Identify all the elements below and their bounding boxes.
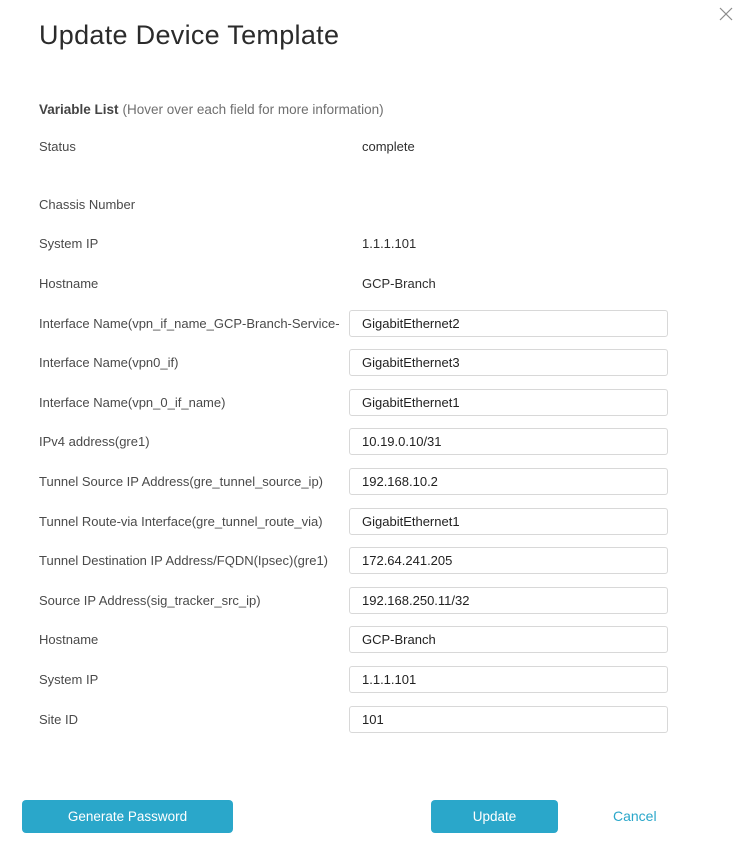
- field-row-tunnel-destination-ip: [39, 541, 668, 581]
- status-label: Status: [39, 139, 76, 155]
- system-ip-static-value: 1.1.1.101: [362, 236, 417, 252]
- tunnel-source-ip-label: Tunnel Source IP Address(gre_tunnel_source_ip): [39, 474, 324, 490]
- interface-name-vpn-0-if-name-label: Interface Name(vpn_0_if_name): [39, 394, 226, 410]
- hostname-static-label: Hostname: [39, 276, 99, 292]
- interface-name-vpn-0-if-name-input[interactable]: [349, 389, 668, 416]
- ipv4-address-gre1-input[interactable]: [349, 428, 668, 455]
- interface-name-service-label: Interface Name(vpn_if_name_GCP-Branch-Service-: [39, 315, 340, 331]
- status-value: complete: [362, 139, 415, 155]
- tunnel-destination-ip-input[interactable]: [349, 547, 668, 574]
- field-row-chassis-number: [39, 185, 668, 225]
- field-row-interface-name-vpn-0-if-name: [39, 383, 668, 423]
- hostname-static-value: GCP-Branch: [362, 276, 436, 292]
- field-row-hostname-static: [39, 264, 668, 304]
- page-title: Update Device Template: [39, 20, 340, 50]
- field-row-interface-name-vpn0-if: [39, 343, 668, 383]
- variable-list: [39, 127, 668, 739]
- field-row-tunnel-source-ip: [39, 462, 668, 502]
- interface-name-vpn0-if-input[interactable]: [349, 349, 668, 376]
- field-row-tunnel-route-via: [39, 501, 668, 541]
- field-row-hostname: [39, 620, 668, 660]
- tunnel-destination-ip-label: Tunnel Destination IP Address/FQDN(Ipsec)(gre1): [39, 553, 329, 569]
- variable-list-heading: Variable List: [39, 102, 119, 117]
- source-ip-tracker-label: Source IP Address(sig_tracker_src_ip): [39, 592, 261, 608]
- interface-name-vpn0-if-label: Interface Name(vpn0_if): [39, 355, 179, 371]
- field-row-source-ip-tracker: [39, 581, 668, 621]
- site-id-label: Site ID: [39, 711, 79, 727]
- field-row-status: [39, 127, 668, 167]
- update-button[interactable]: Update: [431, 800, 558, 833]
- hostname-input[interactable]: [349, 626, 668, 653]
- variable-list-header: [39, 102, 384, 117]
- field-row-site-id: [39, 699, 668, 739]
- tunnel-source-ip-input[interactable]: [349, 468, 668, 495]
- generate-password-button[interactable]: Generate Password: [22, 800, 233, 833]
- field-row-interface-name-service: [39, 303, 668, 343]
- close-icon: [719, 7, 733, 21]
- variable-list-note: (Hover over each field for more information): [122, 102, 384, 117]
- system-ip-label: System IP: [39, 672, 99, 688]
- field-row-ipv4-address-gre1: [39, 422, 668, 462]
- field-row-system-ip-static: [39, 224, 668, 264]
- interface-name-service-input[interactable]: [349, 310, 668, 337]
- site-id-input[interactable]: [349, 706, 668, 733]
- tunnel-route-via-input[interactable]: [349, 508, 668, 535]
- hostname-label: Hostname: [39, 632, 99, 648]
- system-ip-static-label: System IP: [39, 236, 99, 252]
- chassis-number-label: Chassis Number: [39, 196, 136, 212]
- tunnel-route-via-label: Tunnel Route-via Interface(gre_tunnel_route_via): [39, 513, 323, 529]
- field-row-system-ip: [39, 660, 668, 700]
- close-button[interactable]: [717, 5, 735, 23]
- ipv4-address-gre1-label: IPv4 address(gre1): [39, 434, 150, 450]
- system-ip-input[interactable]: [349, 666, 668, 693]
- source-ip-tracker-input[interactable]: [349, 587, 668, 614]
- cancel-button[interactable]: Cancel: [613, 800, 657, 833]
